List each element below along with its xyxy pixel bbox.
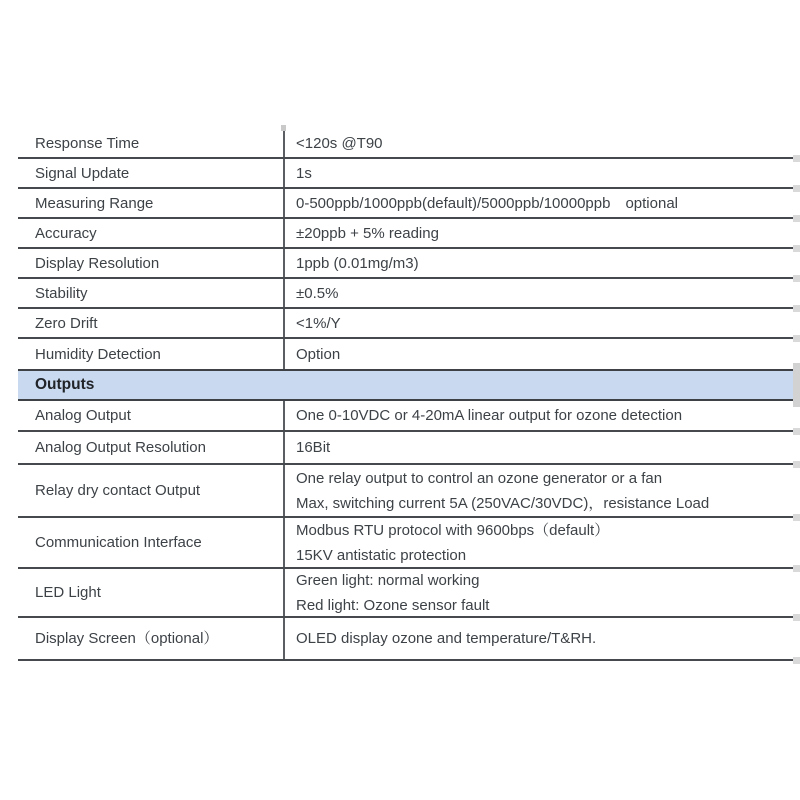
spec-label: LED Light [35, 584, 101, 601]
spec-value: ±20ppb + 5% reading [283, 219, 793, 247]
page-edge-artifact [793, 363, 800, 407]
page-edge-artifact [793, 185, 800, 192]
spec-value: ±0.5% [283, 279, 793, 307]
spec-label: Relay dry contact Output [35, 482, 201, 499]
specification-table [18, 129, 793, 661]
spec-value: 0-500ppb/1000ppb(default)/5000ppb/10000ppb optional [283, 189, 793, 217]
table-row [18, 432, 793, 465]
spec-value: One relay output to control an ozone generator or a fan Max, switching current 5A (250VAC/30VDC)，resistance Load [283, 465, 793, 516]
table-row [18, 279, 793, 309]
spec-label: Stability [35, 284, 88, 302]
spec-value: <120s @T90 [283, 129, 793, 157]
page-edge-artifact [793, 155, 800, 162]
spec-label: Display Resolution [35, 254, 160, 272]
spec-value: Green light: normal working Red light: Ozone sensor fault [283, 569, 793, 616]
table-row [18, 401, 793, 432]
table-row [18, 339, 793, 369]
spec-value: Option [283, 339, 793, 369]
section-header-label: Outputs [35, 376, 95, 393]
page-edge-artifact [793, 245, 800, 252]
table-row [18, 189, 793, 219]
page-edge-artifact [793, 461, 800, 468]
spec-label: Zero Drift [35, 314, 98, 332]
spec-value: 1ppb (0.01mg/m3) [283, 249, 793, 277]
spec-label: Accuracy [35, 224, 97, 242]
page-edge-artifact [793, 614, 800, 621]
page-edge-artifact [793, 275, 800, 282]
spec-label: Communication Interface [35, 534, 202, 551]
page-edge-artifact [793, 565, 800, 572]
spec-label: Analog Output Resolution [35, 439, 206, 456]
table-row [18, 159, 793, 189]
table-row [18, 309, 793, 339]
table-row [18, 569, 793, 618]
table-row [18, 249, 793, 279]
table-row [18, 129, 793, 159]
spec-label: Measuring Range [35, 194, 154, 212]
table-row [18, 219, 793, 249]
spec-value: 1s [283, 159, 793, 187]
spec-value: 16Bit [283, 432, 793, 463]
table-row [18, 518, 793, 569]
spec-label: Response Time [35, 134, 140, 152]
table-row [18, 618, 793, 661]
spec-value: One 0-10VDC or 4-20mA linear output for ozone detection [283, 401, 793, 430]
page-edge-artifact [793, 335, 800, 342]
spec-label: Analog Output [35, 407, 131, 424]
page-edge-artifact [793, 428, 800, 435]
spec-value: OLED display ozone and temperature/T&RH. [283, 618, 793, 659]
spec-label: Signal Update [35, 164, 130, 182]
page-edge-artifact [793, 305, 800, 312]
spec-value: Modbus RTU protocol with 9600bps（default） 15KV antistatic protection [283, 518, 793, 567]
page-edge-artifact [793, 215, 800, 222]
spec-label: Display Screen（optional） [35, 630, 219, 647]
spec-label: Humidity Detection [35, 345, 161, 363]
spec-value: <1%/Y [283, 309, 793, 337]
table-row [18, 465, 793, 518]
page-edge-artifact [793, 657, 800, 664]
page-edge-artifact [793, 514, 800, 521]
column-divider-crop-mark [281, 125, 286, 131]
section-header-outputs [18, 369, 793, 401]
